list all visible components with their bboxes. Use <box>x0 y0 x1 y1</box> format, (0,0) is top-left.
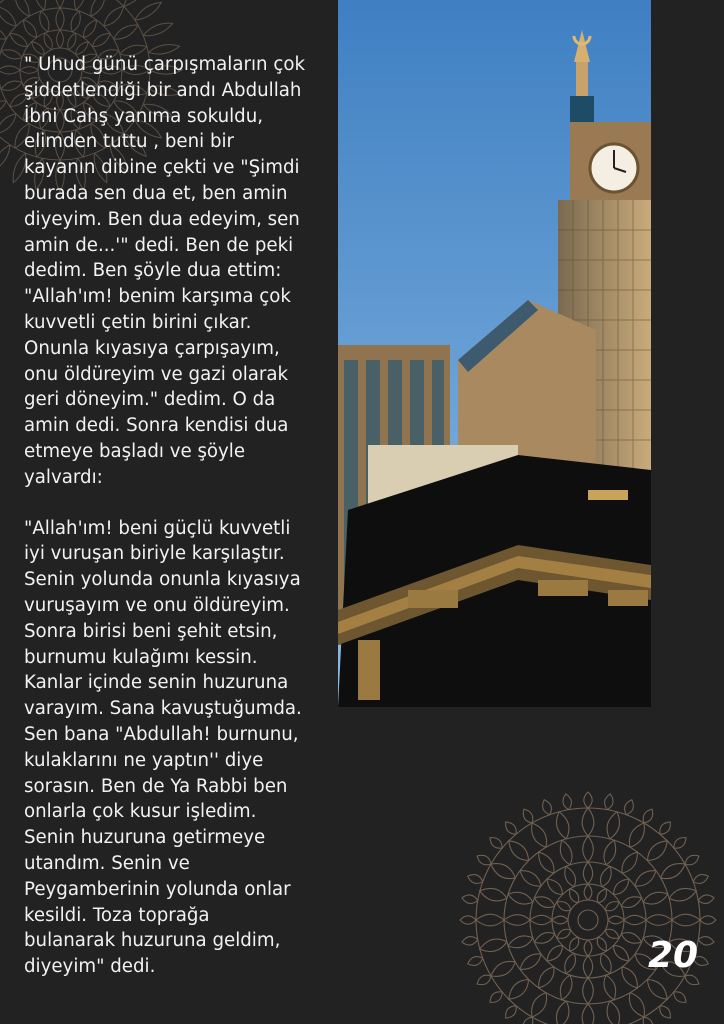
paragraph-2: "Allah'ım! beni güçlü kuvvetli iyi vuruşan biriyle karşılaştır. Senin yolunda onunla kıyasıya vuruşayım ve onu öldüreyim. Sonra birisi beni şehit etsin, burnumu kulağımı kessin. Kanlar içinde senin huzuruna varayım. Sana kavuştuğumda. Sen bana "Abdullah! burnunu, kulaklarını ne yaptın'' diye sorasın. Ben de Ya Rabbi ben onlarla çok kusur işledim. Senin huzuruna getirmeye utandım. Senin ve Peygamberinin yolunda onlar kesildi. Toza toprağa bulanarak huzuruna geldim, diyeyim" dedi. <box>24 517 302 978</box>
paragraph-1: " Uhud günü çarpışmaların çok şiddetlendiği bir andı Abdullah İbni Cahş yanıma sokuldu, elimden tuttu , beni bir kayanın dibine çekti ve "Şimdi burada sen dua et, ben amin diyeyim. Ben dua edeyim, sen amin de...'" dedi. Ben de peki dedim. Ben şöyle dua ettim: "Allah'ım! benim karşıma çok kuvvetli çetin birini çıkar. Onunla kıyasıya çarpışayım, onu öldüreyim ve gazi olarak geri döneyim." dedim. O da amin dedi. Sonra kendisi dua etmeye başladı ve şöyle yalvardı: <box>24 54 306 488</box>
body-text <box>24 52 334 1005</box>
kaaba-clock-tower-photo <box>338 0 651 707</box>
page-number: 20 <box>648 935 699 976</box>
mandala-ornament-bottom-icon <box>458 790 718 1024</box>
